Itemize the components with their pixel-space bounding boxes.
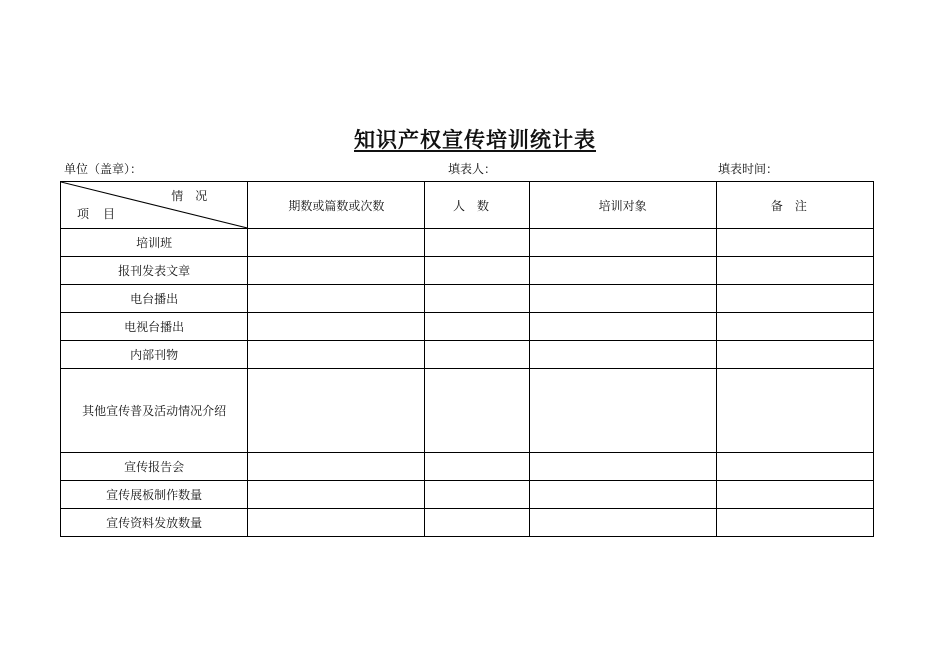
note-cell[interactable] — [716, 509, 873, 537]
note-cell[interactable] — [716, 229, 873, 257]
count-cell[interactable] — [248, 229, 425, 257]
table-row — [61, 285, 874, 313]
unit-label: 单位（盖章）： — [64, 162, 143, 176]
count-cell[interactable] — [248, 481, 425, 509]
header-count: 期数或篇数或次数 — [248, 182, 425, 229]
table-row — [61, 509, 874, 537]
row-label: 报刊发表文章 — [61, 257, 248, 285]
table-row — [61, 453, 874, 481]
target-cell[interactable] — [529, 257, 716, 285]
row-label: 宣传展板制作数量 — [61, 481, 248, 509]
note-cell[interactable] — [716, 369, 873, 453]
count-cell[interactable] — [248, 341, 425, 369]
count-cell[interactable] — [248, 369, 425, 453]
people-cell[interactable] — [425, 509, 529, 537]
count-cell[interactable] — [248, 453, 425, 481]
people-cell[interactable] — [425, 229, 529, 257]
row-label: 宣传报告会 — [61, 453, 248, 481]
note-cell[interactable] — [716, 257, 873, 285]
diagonal-header-cell — [61, 182, 248, 229]
filler-label: 填表人： — [448, 162, 497, 176]
target-cell[interactable] — [529, 509, 716, 537]
table-row — [61, 341, 874, 369]
note-cell[interactable] — [716, 453, 873, 481]
row-label: 培训班 — [61, 229, 248, 257]
header-note: 备注 — [716, 182, 873, 229]
header-target: 培训对象 — [529, 182, 716, 229]
target-cell[interactable] — [529, 285, 716, 313]
target-cell[interactable] — [529, 453, 716, 481]
table-header-row — [61, 182, 874, 229]
people-cell[interactable] — [425, 313, 529, 341]
people-cell[interactable] — [425, 481, 529, 509]
row-label: 内部刊物 — [61, 341, 248, 369]
people-cell[interactable] — [425, 285, 529, 313]
row-label: 其他宣传普及活动情况介绍 — [61, 369, 248, 453]
count-cell[interactable] — [248, 285, 425, 313]
row-label: 宣传资料发放数量 — [61, 509, 248, 537]
table-row — [61, 369, 874, 453]
header-people: 人数 — [425, 182, 529, 229]
target-cell[interactable] — [529, 369, 716, 453]
fill-time-label: 填表时间： — [718, 162, 779, 176]
target-cell[interactable] — [529, 313, 716, 341]
diagonal-header-bottom: 项目 — [77, 207, 130, 221]
target-cell[interactable] — [529, 229, 716, 257]
row-label: 电台播出 — [61, 285, 248, 313]
note-cell[interactable] — [716, 313, 873, 341]
note-cell[interactable] — [716, 481, 873, 509]
table-row — [61, 229, 874, 257]
people-cell[interactable] — [425, 257, 529, 285]
count-cell[interactable] — [248, 509, 425, 537]
diagonal-header-top: 情况 — [171, 189, 220, 203]
people-cell[interactable] — [425, 341, 529, 369]
note-cell[interactable] — [716, 285, 873, 313]
row-label: 电视台播出 — [61, 313, 248, 341]
people-cell[interactable] — [425, 369, 529, 453]
page-title — [0, 124, 950, 154]
target-cell[interactable] — [529, 341, 716, 369]
page-title-text: 知识产权宣传培训统计表 — [354, 128, 596, 152]
statistics-table — [60, 181, 874, 537]
count-cell[interactable] — [248, 313, 425, 341]
note-cell[interactable] — [716, 341, 873, 369]
target-cell[interactable] — [529, 481, 716, 509]
table-row — [61, 257, 874, 285]
count-cell[interactable] — [248, 257, 425, 285]
table-row — [61, 481, 874, 509]
people-cell[interactable] — [425, 453, 529, 481]
table-row — [61, 313, 874, 341]
